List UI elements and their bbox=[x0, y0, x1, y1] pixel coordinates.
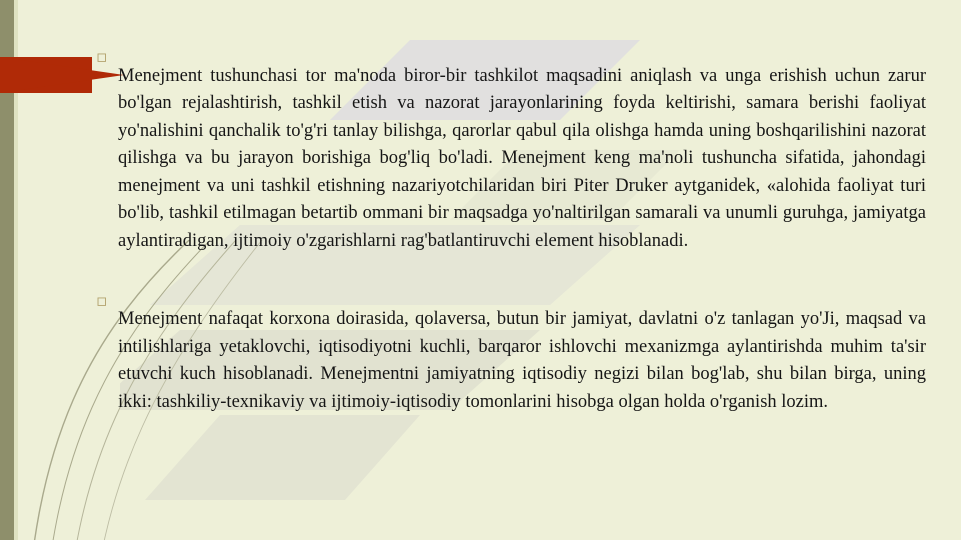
bullet-marker-icon: ▫ bbox=[96, 290, 108, 311]
bullet-marker-icon: ▫ bbox=[96, 47, 108, 67]
list-item bbox=[96, 44, 926, 274]
paragraph-text: Menejment tushunchasi tor ma'noda biror-bir tashkilot maqsadini aniqlash va unga erishish uchun zarur bo'lgan rejalashtirish, tashkil etish va nazorat jarayonlarining foyda keltirishi, samara berishi faoliyat yo'nalishini qanchalik to'g'ri tanlay bilishga, qarorlar qabul qila olishga hamda uning boshqarilishini nazorat qilishga va bu jarayon borishiga bog'liq bo'ladi. Menejment keng ma'noli tushuncha sifatida, jahondagi menejment va uni tashkil etishning nazariyotchilaridan biri Piter Druker aytganidek, «alohida faoliyat turi bo'lib, tashkil etilmagan betartib ommani bir maqsadga yo'naltirilgan samarali va unumli guruhga, jamiyatga aylantiradigan, ijtimoiy o'zgarishlarni rag'batlantiruvchi element hisoblanadi. bbox=[118, 65, 926, 251]
paragraph-text: Menejment nafaqat korxona doirasida, qolaversa, butun bir jamiyat, davlatni o'z tanlagan yo'Ji, maqsad va intilishlariga yetaklovchi, iqtisodiyotni kuchli, barqaror ishlovchi mexanizmga aylantirishda muhim ta'sir etuvchi kuch hisoblanadi. Menejmentni jamiyatning iqtisodiy negizi bilan bog'lab, shu bilan birga, uning ikki: tashkiliy-texnikaviy va ijtimoiy-iqtisodiy tomonlarini hisobga olgan holda o'rganish lozim. bbox=[118, 309, 926, 412]
slide-body bbox=[96, 44, 926, 449]
list-item bbox=[96, 288, 926, 435]
